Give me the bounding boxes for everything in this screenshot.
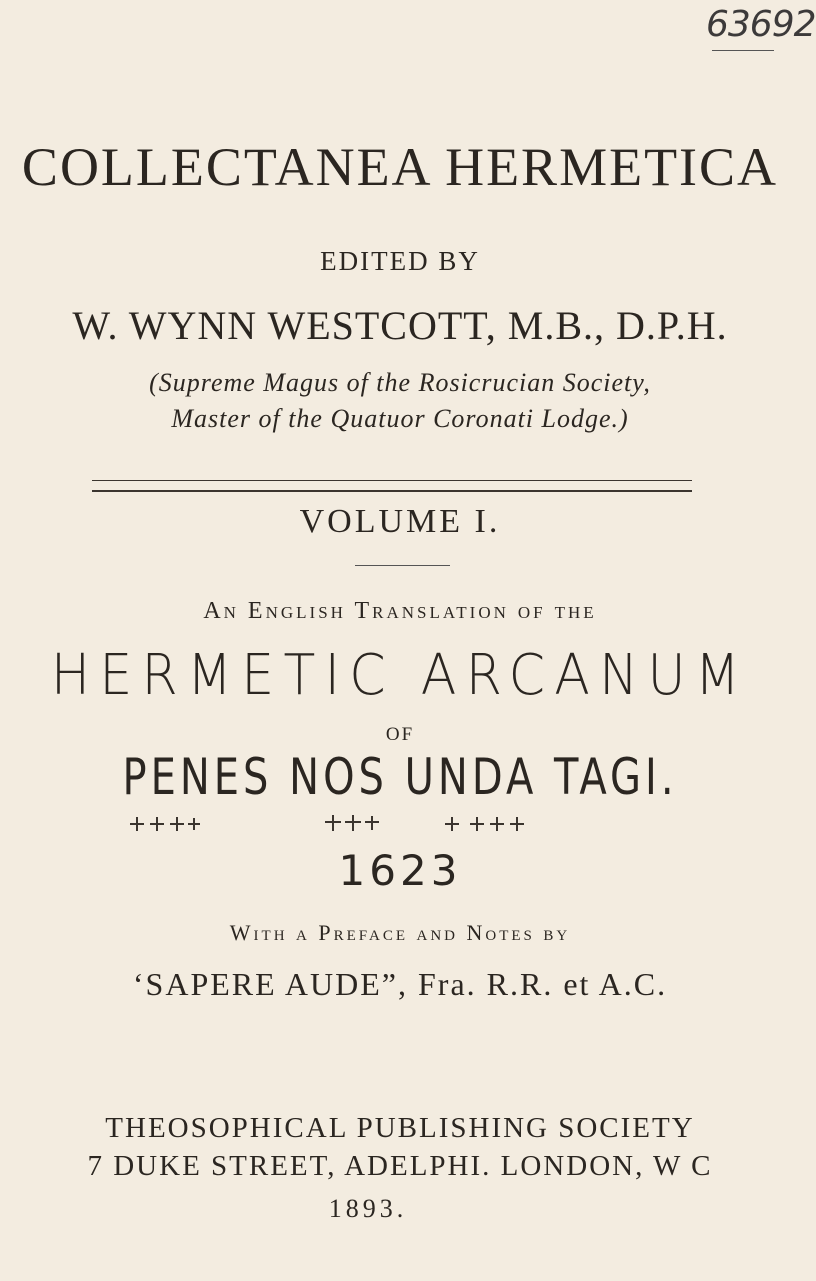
double-rule-top — [92, 480, 692, 481]
preface-line: With a Preface and Notes by — [229, 920, 571, 945]
publisher-address: 7 DUKE STREET, ADELPHI. LONDON, W C — [87, 1150, 713, 1182]
year-1623: 1623 — [338, 846, 462, 895]
latin-title: PENES NOS UNDA TAGI. — [122, 748, 678, 806]
editor-credentials — [0, 365, 800, 437]
volume-number: VOLUME I. — [299, 503, 501, 540]
credentials-line-2: Master of the Quatuor Coronati Lodge.) — [171, 404, 629, 433]
author-pseudonym: ‘SAPERE AUDE”, Fra. R.R. et A.C. — [132, 966, 668, 1002]
double-rule-bottom — [92, 490, 692, 492]
publisher-name: THEOSOPHICAL PUBLISHING SOCIETY — [105, 1112, 695, 1144]
short-rule — [355, 565, 450, 566]
shelfmark-underline — [712, 50, 774, 51]
work-title: HERMETIC ARCANUM — [50, 643, 750, 708]
translation-line: An English Translation of the — [203, 598, 597, 624]
editor-name: W. WYNN WESTCOTT, M.B., D.P.H. — [72, 303, 728, 348]
series-title: COLLECTANEA HERMETICA — [21, 137, 779, 197]
shelfmark-annotation: 63692 — [706, 4, 816, 45]
ornamental-crosses — [0, 808, 800, 838]
edited-by-label: EDITED BY — [320, 246, 480, 276]
credentials-line-1: (Supreme Magus of the Rosicrucian Society, — [149, 368, 651, 397]
publication-year: 1893. — [328, 1194, 408, 1223]
of-word: OF — [385, 724, 415, 745]
